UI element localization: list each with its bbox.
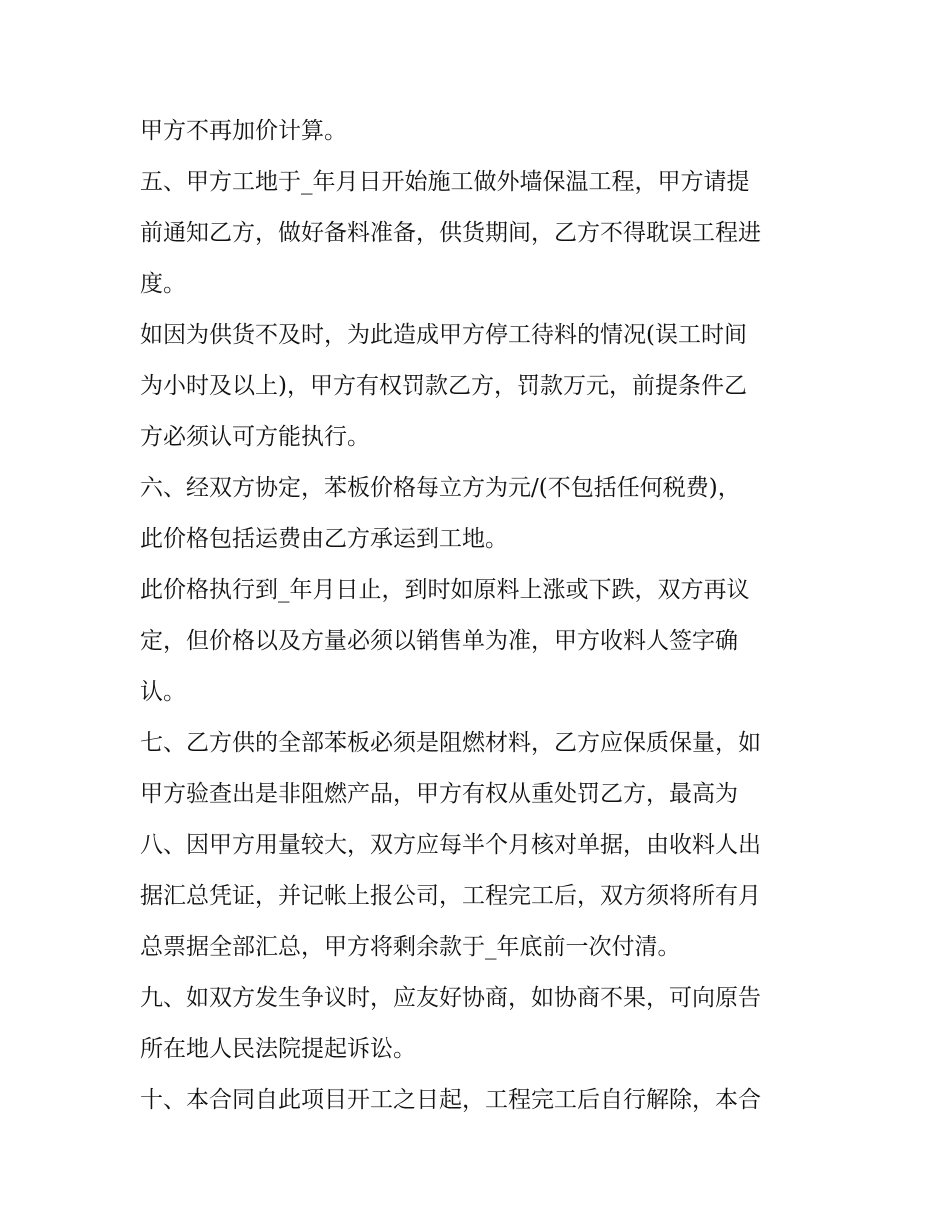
text-line: 如因为供货不及时，为此造成甲方停工待料的情况(误工时间: [140, 322, 747, 348]
text-line: 前通知乙方，做好备料准备，供货期间，乙方不得耽误工程进: [140, 220, 761, 246]
document-body: [140, 106, 820, 1126]
text-line: 度。: [140, 271, 186, 297]
text-line: 认。: [140, 679, 186, 705]
text-line: 甲方验查出是非阻燃产品，甲方有权从重处罚乙方，最高为: [140, 781, 738, 807]
text-line: 九、如双方发生争议时，应友好协商，如协商不果，可向原告: [140, 985, 761, 1011]
text-line: 所在地人民法院提起诉讼。: [140, 1036, 416, 1062]
text-line: 甲方不再加价计算。: [140, 118, 347, 144]
text-line: 此价格包括运费由乙方承运到工地。: [140, 526, 508, 552]
text-line: 七、乙方供的全部苯板必须是阻燃材料，乙方应保质保量，如: [140, 730, 761, 756]
text-line: 此价格执行到_年月日止，到时如原料上涨或下跌，双方再议: [140, 577, 750, 603]
text-line: 据汇总凭证，并记帐上报公司，工程完工后，双方须将所有月: [140, 883, 761, 909]
text-line: 六、经双方协定，苯板价格每立方为元/(不包括任何税费)，: [140, 475, 741, 501]
text-line: 定，但价格以及方量必须以销售单为准，甲方收料人签字确: [140, 628, 738, 654]
text-line: 为小时及以上)，甲方有权罚款乙方，罚款万元，前提条件乙: [140, 373, 747, 399]
text-line: 方必须认可方能执行。: [140, 424, 370, 450]
text-line: 八、因甲方用量较大，双方应每半个月核对单据，由收料人出: [140, 832, 761, 858]
text-line: 总票据全部汇总，甲方将剩余款于_年底前一次付清。: [140, 934, 681, 960]
text-line: 五、甲方工地于_年月日开始施工做外墙保温工程，甲方请提: [140, 169, 750, 195]
text-line: 十、本合同自此项目开工之日起，工程完工后自行解除，本合: [140, 1087, 761, 1113]
